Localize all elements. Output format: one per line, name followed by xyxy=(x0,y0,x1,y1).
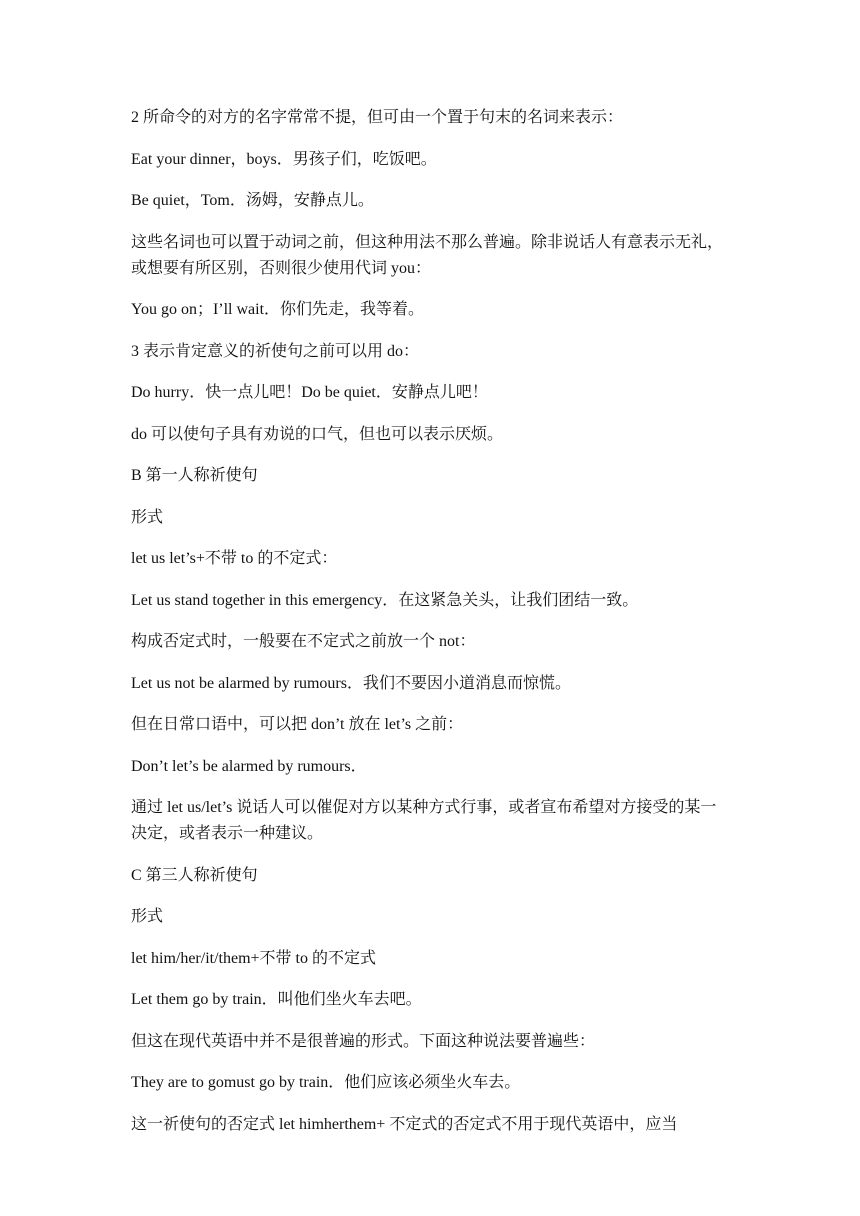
document-body xyxy=(131,105,731,1153)
section-heading-b: B 第一人称祈使句 xyxy=(131,467,258,484)
paragraph-20: let him/her/it/them+不带 to 的不定式 xyxy=(131,949,377,967)
paragraph-21: Let them go by train．叫他们坐火车去吧。 xyxy=(131,991,422,1008)
form-label-c: 形式 xyxy=(131,908,164,925)
paragraph-4: 这些名词也可以置于动词之前，但这种用法不那么普遍。除非说话人有意表示无礼，或想要有所区别，否则很少使用代词 you： xyxy=(131,233,724,277)
paragraph-5: You go on；I’ll wait．你们先走，我等着。 xyxy=(131,301,425,318)
paragraph-7: Do hurry．快一点儿吧！Do be quiet．安静点儿吧！ xyxy=(131,384,488,401)
section-heading-c: C 第三人称祈使句 xyxy=(131,866,258,884)
paragraph-22: 但这在现代英语中并不是很普遍的形式。下面这种说法要普遍些： xyxy=(131,1032,596,1050)
form-label-b: 形式 xyxy=(131,508,164,526)
paragraph-8: do 可以使句子具有劝说的口气，但也可以表示厌烦。 xyxy=(131,425,504,443)
paragraph-12: Let us stand together in this emergency．在这紧急关头，让我们团结一致。 xyxy=(131,591,639,609)
paragraph-3: Be quiet，Tom．汤姆，安静点儿。 xyxy=(131,192,374,209)
paragraph-2: Eat your dinner，boys．男孩子们，吃饭吧。 xyxy=(131,150,437,168)
paragraph-24: 这一祈使句的否定式 let himherthem+ 不定式的否定式不用于现代英语中，应当 xyxy=(131,1115,678,1133)
paragraph-13: 构成否定式时，一般要在不定式之前放一个 not： xyxy=(131,633,476,650)
paragraph-11: let us let’s+不带 to 的不定式： xyxy=(131,550,338,567)
paragraph-17: 通过 let us/let’s 说话人可以催促对方以某种方式行事，或者宣布希望对方接受的某一决定，或者表示一种建议。 xyxy=(131,799,717,842)
paragraph-1: 2 所命令的对方的名字常常不提，但可由一个置于句末的名词来表示： xyxy=(131,109,624,126)
paragraph-15: 但在日常口语中，可以把 don’t 放在 let’s 之前： xyxy=(131,716,464,733)
paragraph-6: 3 表示肯定意义的祈使句之前可以用 do： xyxy=(131,342,420,360)
paragraph-23: They are to gomust go by train．他们应该必须坐火车去。 xyxy=(131,1074,521,1091)
paragraph-16: Don’t let’s be alarmed by rumours． xyxy=(131,757,367,775)
paragraph-14: Let us not be alarmed by rumours．我们不要因小道消息而惊慌。 xyxy=(131,674,571,692)
